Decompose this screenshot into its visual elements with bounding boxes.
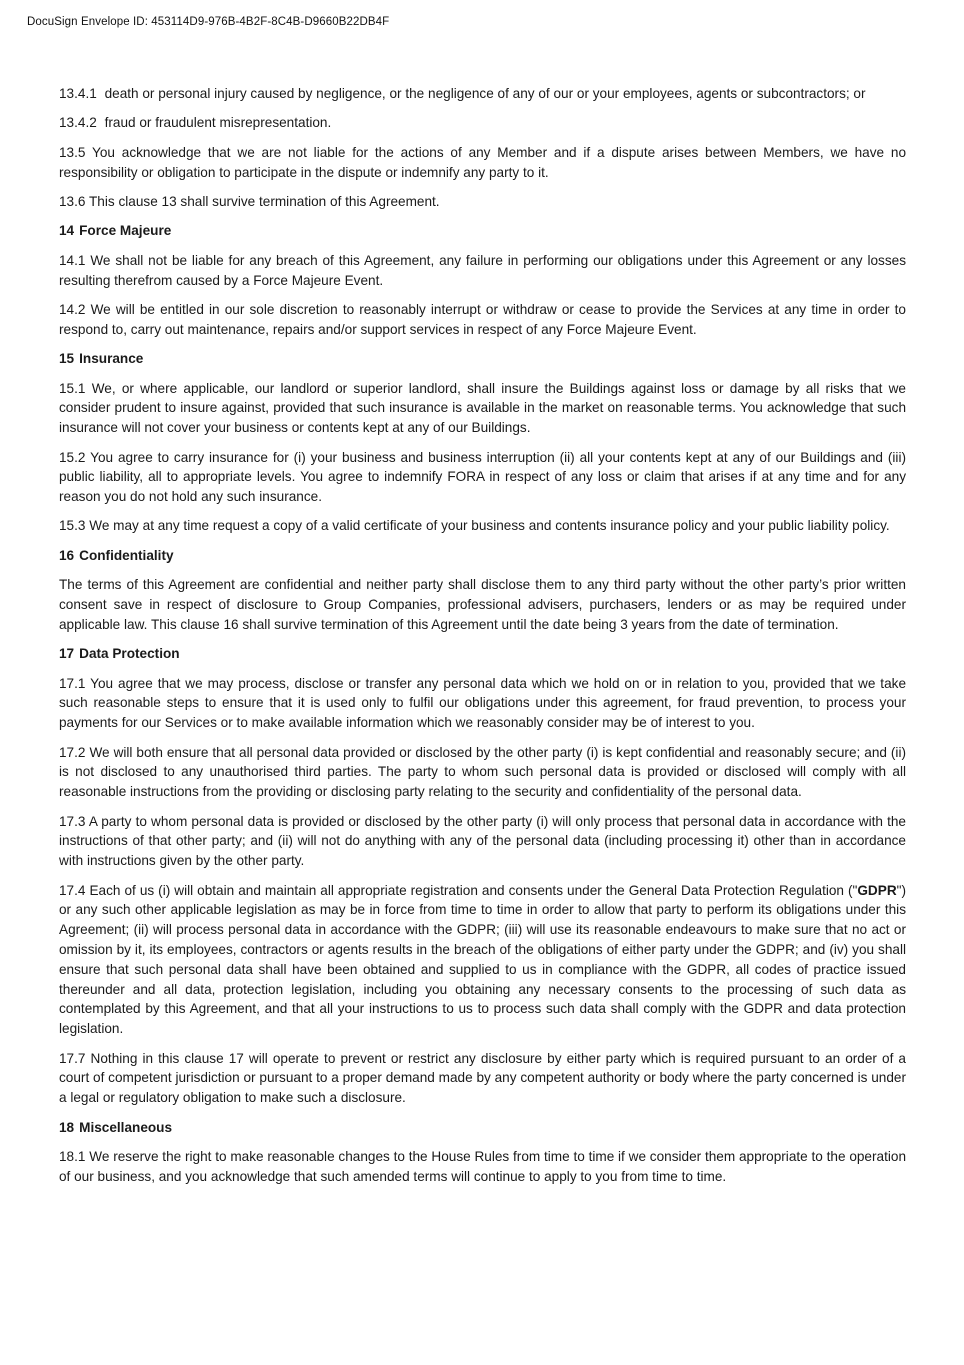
section-title: Confidentiality: [79, 547, 174, 563]
section-number: 14: [59, 223, 75, 239]
clause-number: 17.1: [59, 675, 86, 691]
section-number: 16: [59, 547, 75, 563]
clause-number: 15.3: [59, 518, 86, 534]
section-heading-17: [59, 644, 906, 664]
clause-15-1: [59, 379, 906, 438]
clause-text: The terms of this Agreement are confidential and neither party shall disclose them to any third party without the other party’s prior written consent save in respect of disclosure to Group Companies, professional advisers, purchasers, lenders or as may be required under applicable law. This clause 16 shall survive termination of this Agreement until the date being 3 years from the date of termination.: [59, 577, 906, 632]
clause-number: 17.2: [59, 744, 86, 760]
clause-13-5: [59, 143, 906, 183]
clause-17-7: [59, 1049, 906, 1108]
clause-17-1: [59, 674, 906, 733]
clause-text: We, or where applicable, our landlord or superior landlord, shall insure the Buildings against loss or damage by all risks that we consider prudent to insure against, provided that such insurance is available in the market on reasonable terms. You acknowledge that such insurance will not cover your business or contents kept at any of our Buildings.: [59, 380, 906, 436]
clause-number: 17.4: [59, 882, 86, 898]
document-body: [59, 84, 906, 1196]
clause-13-4-2: [59, 113, 906, 133]
clause-number: 15.1: [59, 380, 86, 396]
clause-text: We will both ensure that all personal data provided or disclosed by the other party (i) is kept confidential and reasonably secure; and (ii) is not disclosed to any unauthorised third parties. The party to whom such personal data is provided or disclosed will comply with all reasonable instructions from the providing or disclosing party relating to the security and confidentiality of the personal data.: [59, 744, 907, 800]
gdpr-defined-term: GDPR: [857, 882, 897, 898]
clause-14-2: [59, 300, 906, 340]
clause-text: We reserve the right to make reasonable changes to the House Rules from time to time if we consider them appropriate to the operation of our business, and you acknowledge that such amended terms will continue to apply to you from time to time.: [59, 1148, 906, 1184]
clause-17-3: [59, 812, 906, 871]
section-number: 17: [59, 646, 75, 662]
section-number: 15: [59, 351, 75, 367]
section-number: 18: [59, 1119, 75, 1135]
clause-number: 18.1: [59, 1148, 86, 1164]
clause-14-1: [59, 251, 906, 291]
clause-text: We may at any time request a copy of a valid certificate of your business and contents insurance policy and your public liability policy.: [89, 518, 890, 534]
clause-text: We will be entitled in our sole discretion to reasonably interrupt or withdraw or cease to provide the Services at any time in order to respond to, carry out maintenance, repairs and/or support services in respect of any Force Majeure Event.: [59, 301, 906, 337]
clause-text: death or personal injury caused by negligence, or the negligence of any of our or your employees, agents or subcontractors; or: [104, 86, 866, 101]
section-heading-14: [59, 221, 906, 241]
section-heading-15: [59, 349, 906, 369]
clause-number: 14.1: [59, 252, 86, 268]
section-title: Data Protection: [79, 646, 180, 662]
clause-18-1: [59, 1147, 906, 1187]
clause-number: 13.5: [59, 144, 86, 160]
clause-number: 13.4.2: [59, 115, 97, 131]
clause-text: ") or any such other applicable legislation as may be in force from time to time in order to allow that party to perform its obligations under this Agreement; (ii) will process personal data in accordance with the GDPR; (iii) will use its reasonable endeavours to make sure that no act or omission by it, its employees, contractors or agents results in the breach of the obligations of either party under the GDPR; and (iv) you shall ensure that such personal data shall have been obtained and supplied to us in compliance with the GDPR, all codes of practice issued thereunder and all data, protection legislation, including you obtaining any necessary consents to the processing of such data as contemplated by this Agreement, and that all your instructions to us to process such data shall comply with the GDPR and data protection legislation.: [59, 882, 906, 1037]
clause-17-2: [59, 743, 906, 802]
section-title: Miscellaneous: [79, 1119, 173, 1135]
section-heading-16: [59, 546, 906, 566]
clause-13-4-1: [59, 84, 906, 104]
docusign-envelope-id: DocuSign Envelope ID: 453114D9-976B-4B2F-8C4B-D9660B22DB4F: [27, 16, 390, 28]
section-heading-18: [59, 1118, 906, 1138]
clause-text: Nothing in this clause 17 will operate to prevent or restrict any disclosure by either party which is required pursuant to an order of a court of competent jurisdiction or pursuant to a proper demand made by any competent authority or body where the party concerned is under a legal or regulatory obligation to make such a disclosure.: [59, 1050, 906, 1106]
section-title: Insurance: [79, 351, 144, 367]
clause-text: You acknowledge that we are not liable for the actions of any Member and if a dispute arises between Members, we have no responsibility or obligation to participate in the dispute or indemnify any party to it.: [59, 144, 907, 180]
clause-text: You agree to carry insurance for (i) your business and business interruption (ii) all your contents kept at any of our Buildings and (iii) public liability, all to appropriate levels. You agree to indemnify FORA in respect of any loss or claim that arises if at any time and for any reason you do not hold any such insurance.: [59, 449, 907, 505]
clause-text: You agree that we may process, disclose or transfer any personal data which we hold on or in relation to you, provided that we take such reasonable steps to ensure that it is used only to fulfil our obligations under this agreement, for fraud prevention, to process your payments for our Services or to make available information which we reasonably consider may be of interest to you.: [59, 675, 907, 731]
clause-text: Each of us (i) will obtain and maintain all appropriate registration and consents under the General Data Protection Regulation (": [89, 882, 858, 898]
clause-text: fraud or fraudulent misrepresentation.: [104, 115, 332, 131]
clause-number: 17.3: [59, 813, 86, 829]
clause-text: We shall not be liable for any breach of this Agreement, any failure in performing our obligations under this Agreement or any losses resulting therefrom caused by a Force Majeure Event.: [59, 252, 906, 288]
clause-number: 15.2: [59, 449, 86, 465]
clause-16: [59, 575, 906, 634]
clause-17-4: [59, 881, 906, 1039]
clause-text: This clause 13 shall survive termination of this Agreement.: [89, 193, 440, 209]
clause-number: 14.2: [59, 301, 86, 317]
clause-number: 13.6: [59, 193, 86, 209]
clause-number: 17.7: [59, 1050, 86, 1066]
clause-text: A party to whom personal data is provided or disclosed by the other party (i) will only process that personal data in accordance with the instructions of that other party; and (ii) will not do anything with any of the personal data (including processing it) other than in accordance with instructions given by the other party.: [59, 813, 906, 869]
clause-13-6: [59, 192, 906, 212]
clause-15-3: [59, 516, 906, 536]
section-title: Force Majeure: [79, 223, 172, 239]
clause-15-2: [59, 448, 906, 507]
clause-number: 13.4.1: [59, 86, 97, 101]
